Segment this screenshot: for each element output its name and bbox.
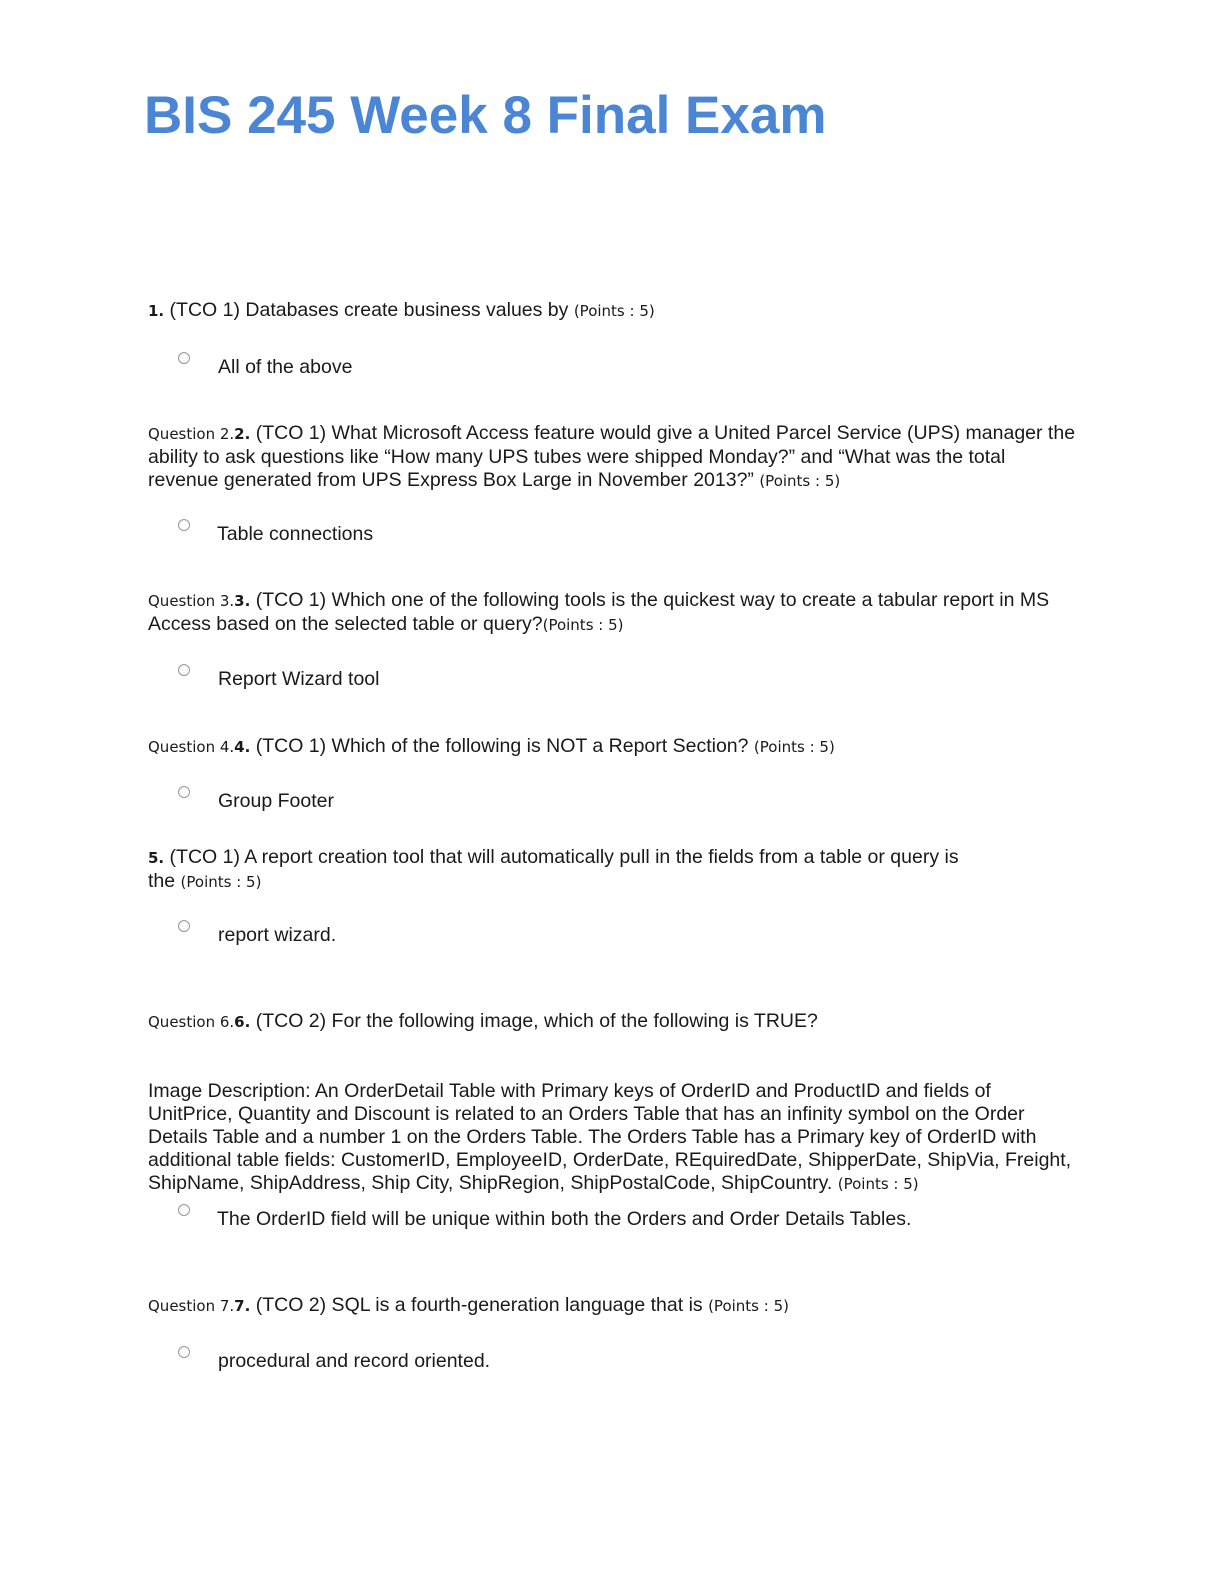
image-description: Image Description: An OrderDetail Table with Primary keys of OrderID and ProductID and fields of UnitPrice, Quantity and Discount is related to an Orders Table that has an infinity symbol on the Order Details Table and a number 1 on the Orders Table. The Orders Table has a Primary key of OrderID with additional table fields: CustomerID, EmployeeID, OrderDate, REquiredDate, ShipperDate, ShipVia, Freight, ShipName, ShipAddress, Ship City, ShipRegion, ShipPostalCode, ShipCountry. [148, 1080, 1072, 1194]
question-3 [148, 589, 1078, 637]
radio-button[interactable] [178, 1346, 190, 1358]
question-6-description [148, 1080, 1078, 1196]
question-prefix: Question 2. [148, 425, 235, 443]
radio-button[interactable] [178, 1204, 190, 1216]
question-prefix: Question 7. [148, 1297, 235, 1315]
question-text: (TCO 2) For the following image, which of the following is TRUE? [250, 1010, 818, 1032]
radio-button[interactable] [178, 519, 190, 531]
question-text: (TCO 1) A report creation tool that will automatically pull in the fields from a table or query is the [148, 846, 959, 892]
answer-label: Report Wizard tool [218, 668, 380, 690]
question-number: 5. [148, 849, 165, 867]
question-2 [148, 422, 1078, 493]
answer-option-2[interactable] [178, 519, 374, 547]
answer-label: report wizard. [218, 924, 337, 946]
question-points: (Points : 5) [837, 1175, 919, 1193]
question-number: 2. [234, 425, 251, 443]
question-6 [148, 1010, 1078, 1034]
answer-label: The OrderID field will be unique within both the Orders and Order Details Tables. [217, 1208, 912, 1230]
radio-button[interactable] [178, 786, 190, 798]
question-1 [148, 299, 1078, 323]
question-points: (Points : 5) [180, 873, 262, 891]
question-prefix: Question 4. [148, 738, 235, 756]
question-text: (TCO 1) Databases create business values by [164, 299, 574, 321]
question-7 [148, 1294, 1078, 1318]
question-number: 6. [234, 1013, 251, 1031]
answer-label: Group Footer [218, 790, 334, 812]
answer-option-1[interactable] [178, 352, 353, 380]
question-prefix: Question 6. [148, 1013, 235, 1031]
question-prefix: Question 3. [148, 592, 235, 610]
question-4 [148, 735, 1078, 759]
answer-label: procedural and record oriented. [218, 1350, 491, 1372]
question-text: (TCO 1) What Microsoft Access feature would give a United Parcel Service (UPS) manager the ability to ask questions like “How many UPS tubes were shipped Monday?” and “What was the total revenue generated from UPS Express Box Large in November 2013?” [148, 422, 1076, 491]
radio-button[interactable] [178, 352, 190, 364]
answer-option-6[interactable] [178, 1204, 912, 1232]
answer-option-3[interactable] [178, 664, 380, 692]
question-number: 4. [234, 738, 251, 756]
page-title: BIS 245 Week 8 Final Exam [144, 86, 827, 145]
question-number: 3. [234, 592, 251, 610]
question-points: (Points : 5) [542, 616, 624, 634]
question-points: (Points : 5) [573, 302, 655, 320]
question-points: (Points : 5) [708, 1297, 789, 1315]
question-number: 7. [234, 1297, 251, 1315]
question-text: (TCO 1) Which of the following is NOT a Report Section? [250, 735, 754, 757]
question-text: (TCO 1) Which one of the following tools is the quickest way to create a tabular report in MS Access based on the selected table or query? [148, 589, 1050, 635]
answer-option-5[interactable] [178, 920, 337, 948]
question-5 [148, 846, 988, 894]
question-points: (Points : 5) [753, 738, 835, 756]
radio-button[interactable] [178, 920, 190, 932]
question-number: 1. [148, 302, 165, 320]
answer-label: Table connections [217, 523, 374, 545]
question-text: (TCO 2) SQL is a fourth-generation language that is [250, 1294, 709, 1316]
answer-option-4[interactable] [178, 786, 334, 814]
question-points: (Points : 5) [759, 472, 841, 490]
answer-option-7[interactable] [178, 1346, 491, 1374]
answer-label: All of the above [218, 356, 353, 378]
radio-button[interactable] [178, 664, 190, 676]
